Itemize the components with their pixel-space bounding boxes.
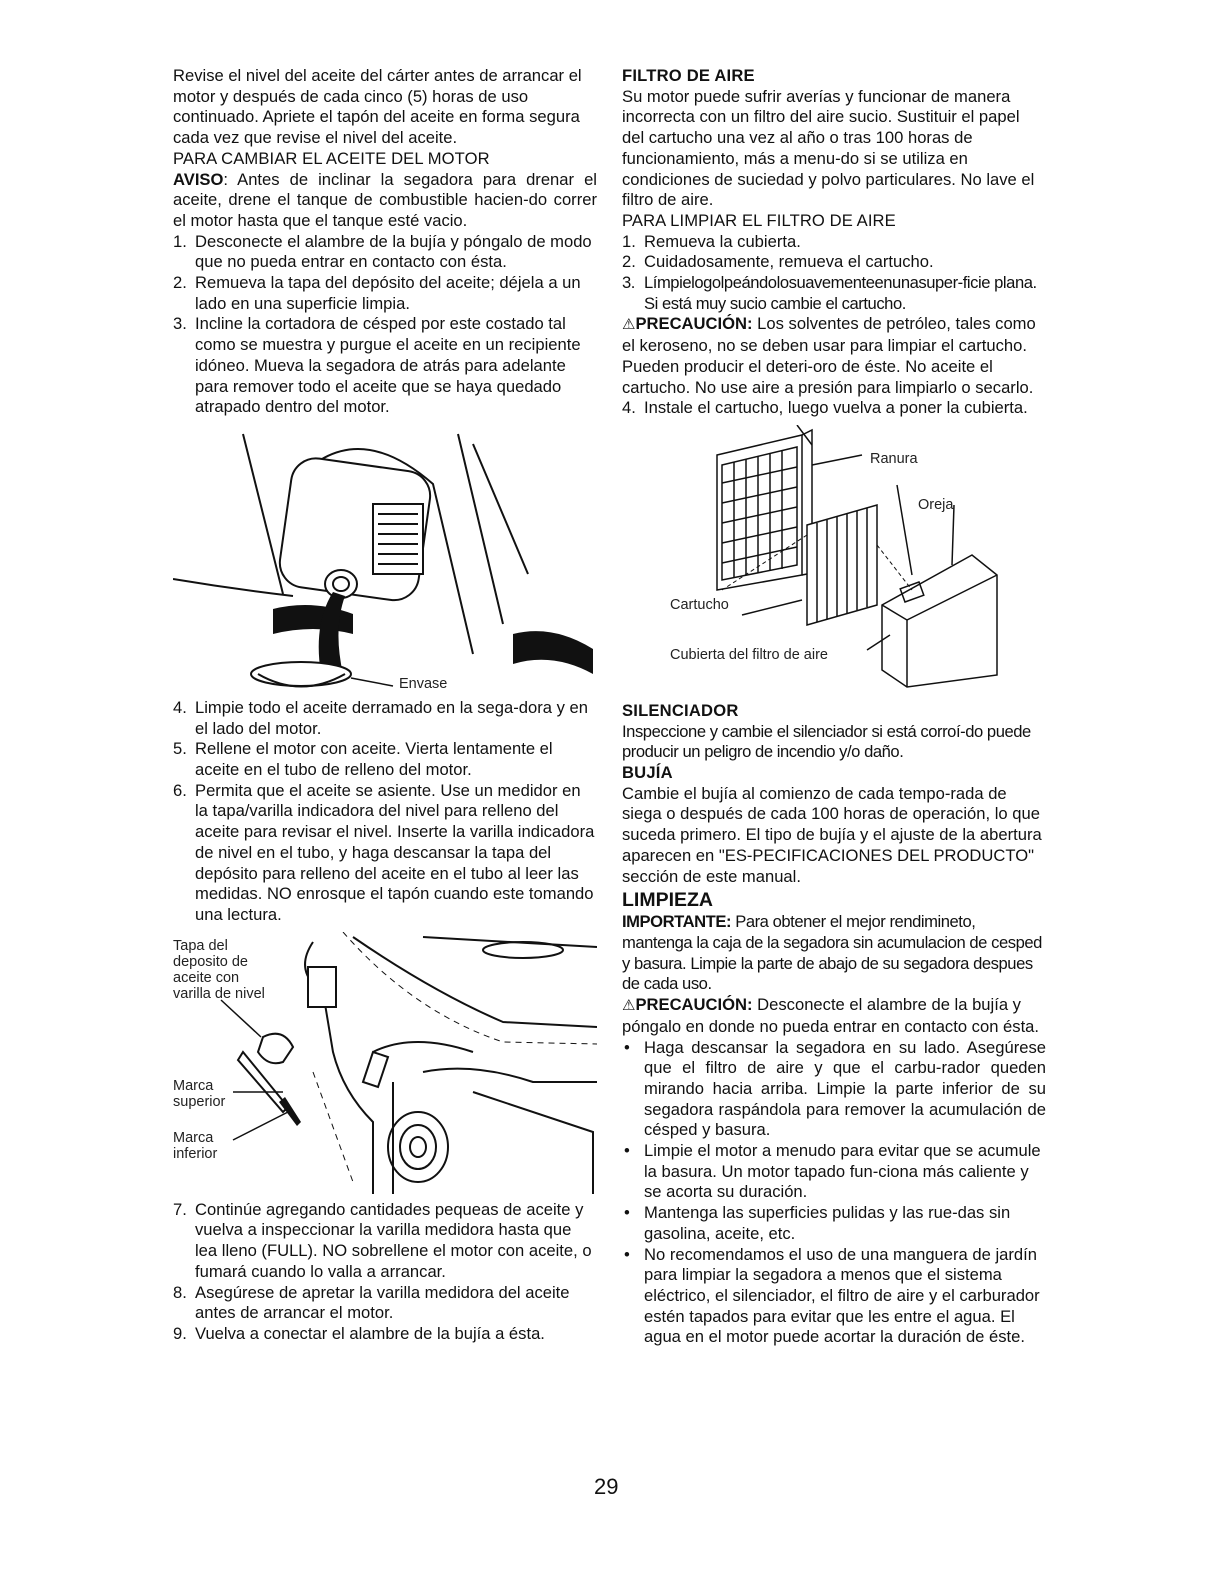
list-item [173, 314, 597, 418]
change-oil-heading: PARA CAMBIAR EL ACEITE DEL MOTOR [173, 148, 490, 168]
important-paragraph [622, 912, 1046, 995]
step-text: Permita que el aceite se asiente. Use un medidor en la tapa/varilla indicadora del nivel para relleno del aceite para revisar el nivel. Inserte la varilla indicadora de nivel en el tubo, y haga descansar la tapa del depósito para relleno del aceite en el tubo al leer las medidas. NO enrosque el tapón cuando este tomando una lectura. [195, 780, 595, 924]
drain-oil-illustration [173, 424, 597, 692]
bullet-icon: • [624, 1244, 630, 1264]
list-item [622, 1038, 1046, 1142]
step-number: 8. [173, 1282, 187, 1302]
cartridge-label: Cartucho [670, 596, 729, 613]
oil-steps-list-b [173, 698, 597, 926]
step-text: Remueva la tapa del depósito del aceite; déjela a un lado en una superficie limpia. [195, 273, 581, 313]
oil-intro-paragraph: Revise el nivel del aceite del cárter antes de arrancar el motor y después de cada cinco (5) horas de uso continuado. Apriete el tapón del aceite en forma segura cada vez que revise el nivel del aceite. [173, 66, 582, 148]
list-item [173, 698, 597, 739]
caution-label: PRECAUCIÓN: [635, 314, 753, 334]
step-text: Cuidadosamente, remueva el cartucho. [644, 252, 934, 272]
caution-text: Desconecte el alambre de la bujía y póngalo en donde no pueda entrar en contacto con ésta. [622, 995, 1040, 1036]
caution-label: PRECAUCIÓN: [635, 995, 753, 1015]
cleaning-heading: LIMPIEZA [622, 889, 713, 912]
step-number: 4. [173, 697, 187, 717]
step-text: Limpie todo el aceite derramado en la sega-dora y en el lado del motor. [195, 697, 588, 738]
step-text: Desconecte el alambre de la bujía y póngalo de modo que no pueda entrar en contacto con ésta. [195, 231, 592, 272]
lower-mark-label: Marca inferior [173, 1129, 218, 1162]
muffler-heading: SILENCIADOR [622, 700, 739, 720]
step-number: 4. [622, 398, 636, 418]
step-text: Incline la cortadora de césped por este costado tal como se muestra y purgue el aceite en un recipiente idóneo. Mueva la segadora de atrás para adelante para remover todo el aceite que se haya quedado atrapado dentro del motor. [195, 314, 581, 417]
list-item [173, 739, 597, 780]
oil-steps-list-c [173, 1200, 597, 1345]
clean-filter-heading: PARA LIMPIAR EL FILTRO DE AIRE [622, 210, 896, 230]
container-label: Envase [399, 675, 448, 692]
step-number: 6. [173, 780, 187, 800]
list-item [622, 273, 1046, 314]
oil-steps-list-a [173, 232, 597, 418]
spark-plug-paragraph: Cambie el bujía al comienzo de cada tempo-rada de siega o después de cada 100 horas de operación, lo que suceda primero. El tipo de bujía y el ajuste de la abertura aparecen en "ES-PECIFICACIONES DEL PRODUCTO" sección de este manual. [622, 783, 1042, 886]
warning-icon: ⚠ [622, 997, 636, 1015]
step-number: 3. [622, 273, 635, 293]
page-number: 29 [594, 1474, 619, 1499]
left-column [173, 66, 597, 1345]
bullet-icon: • [624, 1141, 630, 1161]
caution-disconnect-paragraph [622, 995, 1046, 1037]
step-number: 2. [622, 252, 636, 272]
list-item [622, 252, 1046, 273]
step-text: Límpielogolpeándolosuavementeenunasuper-ficie plana. Si está muy sucio cambie el cartucho. [644, 273, 1037, 313]
list-item [622, 1245, 1046, 1349]
step-number: 9. [173, 1323, 187, 1343]
tab-label: Oreja [918, 496, 954, 513]
step-text: Rellene el motor con aceite. Vierta lentamente el aceite en el tubo de relleno del motor. [195, 739, 553, 780]
aviso-label: AVISO [173, 169, 224, 189]
bullet-text: Haga descansar la segadora en su lado. Asegúrese que el filtro de aire y que el carbu-rador queden mirando hacia arriba. Limpie la parte inferior de su segadora raspándola para remover la acumulación de césped y basura. [644, 1037, 1046, 1140]
cleaning-bullets-list [622, 1038, 1046, 1349]
filter-step-4-list [622, 398, 1046, 419]
caution-petroleum-paragraph [622, 314, 1046, 398]
caution-text: Los solventes de petróleo, tales como el keroseno, no se deben usar para limpiar el cartucho. Pueden producir el deteri-oro de éste. No aceite el cartucho. No use aire a presión para limpiarlo o secarlo. [622, 314, 1036, 397]
important-text: Para obtener el mejor rendimineto, mantenga la caja de la segadora sin acumulacion de cesped y basura. Limpie la parte de abajo de su segadora despues de cada uso. [622, 912, 1042, 994]
dipstick-illustration [173, 932, 597, 1194]
list-item [622, 1141, 1046, 1203]
step-text: Asegúrese de apretar la varilla medidora del aceite antes de arrancar el motor. [195, 1282, 570, 1323]
bullet-text: Mantenga las superficies pulidas y las rue-das sin gasolina, aceite, etc. [644, 1203, 1011, 1243]
step-text: Instale el cartucho, luego vuelva a poner la cubierta. [644, 398, 1028, 418]
step-text: Continúe agregando cantidades pequeas de aceite y vuelva a inspeccionar la varilla medidora hasta que lea lleno (FULL). NO sobrellene el motor con aceite, o fumará cuando lo valla a arrancar. [195, 1199, 592, 1281]
muffler-paragraph: Inspeccione y cambie el silenciador si está corroí-do puede producir un peligro de incendio y/o daño. [622, 721, 1031, 762]
list-item [622, 1203, 1046, 1244]
step-number: 1. [622, 231, 636, 251]
step-text: Vuelva a conectar el alambre de la bujía a ésta. [195, 1323, 545, 1343]
bullet-icon: • [624, 1203, 630, 1223]
upper-mark-label: Marca superior [173, 1077, 226, 1110]
list-item [173, 232, 597, 273]
spark-plug-heading: BUJÍA [622, 763, 673, 783]
bullet-text: Limpie el motor a menudo para evitar que se acumule la basura. Un motor tapado fun-ciona más caliente y se acorta su duración. [644, 1141, 1041, 1202]
drain-oil-drawing [173, 424, 597, 692]
slot-label: Ranura [870, 450, 918, 467]
important-label: IMPORTANTE: [622, 912, 732, 932]
step-number: 7. [173, 1199, 187, 1219]
bullet-icon: • [624, 1037, 630, 1057]
air-filter-paragraph: Su motor puede sufrir averías y funcionar de manera incorrecta con un filtro del aire sucio. Sustituir el papel del cartucho una vez al año o tras 100 horas de funcionamiento, más a menu-do si se utiliza en condiciones de suciedad y polvo particulares. No lave el filtro de aire. [622, 86, 1035, 210]
step-number: 2. [173, 273, 187, 293]
air-filter-illustration [622, 425, 1046, 695]
list-item [173, 1200, 597, 1283]
aviso-paragraph [173, 170, 597, 232]
filter-cover-label: Cubierta del filtro de aire [670, 646, 828, 663]
right-column [622, 66, 1046, 1348]
list-item [173, 273, 597, 314]
step-number: 3. [173, 314, 187, 334]
step-number: 1. [173, 231, 187, 251]
aviso-text: : Antes de inclinar la segadora para drenar el aceite, drene el tanque de combustible hacien-do correr el motor hasta que el tanque esté vacio. [173, 169, 597, 230]
list-item [173, 1324, 597, 1345]
list-item [622, 398, 1046, 419]
bullet-text: No recomendamos el uso de una manguera de jardín para limpiar la segadora a menos que el sistema eléctrico, el silenciador, el filtro de aire y el carburador estén tapados para evitar que les entre el agua. El agua en el motor puede acortar la duración de éste. [644, 1244, 1040, 1347]
list-item [173, 781, 597, 926]
step-number: 5. [173, 739, 187, 759]
step-text: Remueva la cubierta. [644, 231, 801, 251]
list-item [622, 232, 1046, 253]
dipstick-cap-label: Tapa del deposito de aceite con varilla de nivel [173, 937, 265, 1002]
list-item [173, 1283, 597, 1324]
filter-steps-list [622, 232, 1046, 315]
air-filter-heading: FILTRO DE AIRE [622, 66, 755, 85]
warning-icon: ⚠ [622, 316, 636, 334]
